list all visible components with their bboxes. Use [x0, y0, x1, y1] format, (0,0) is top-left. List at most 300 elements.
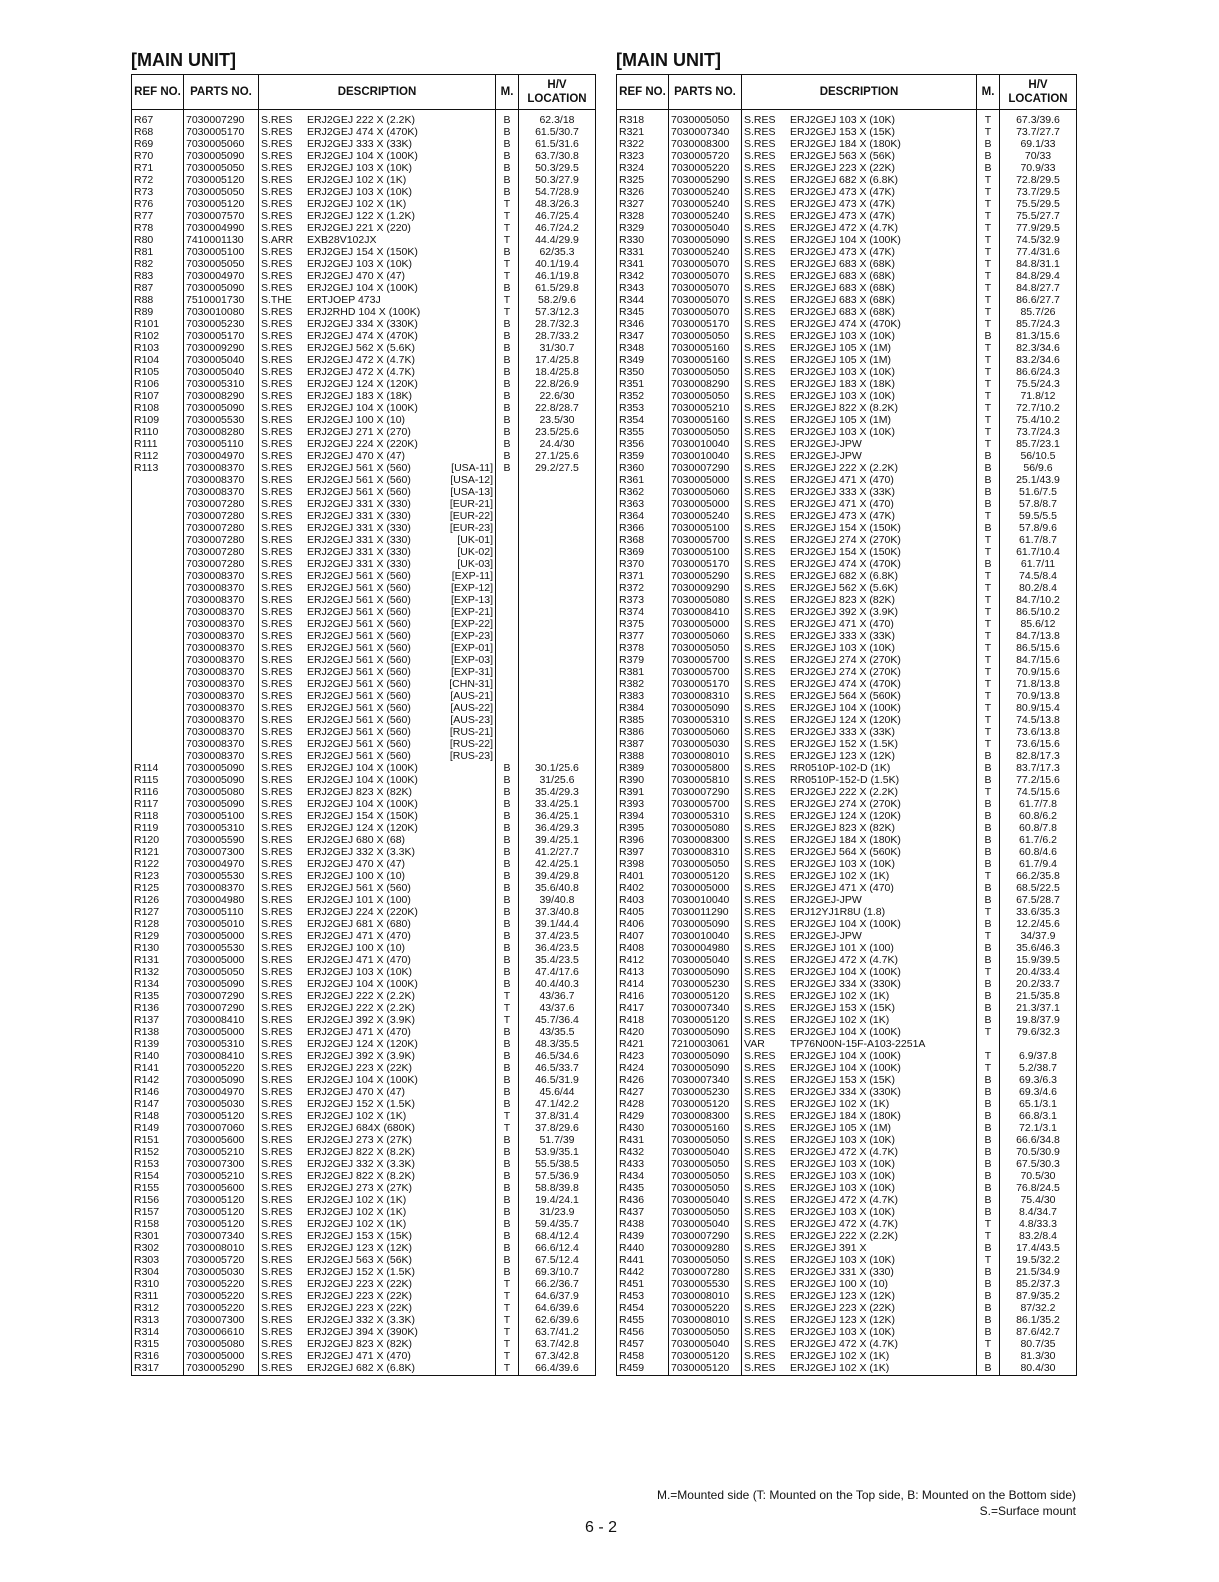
part-description: ERJ2GEJ 104 X (100K) [790, 966, 901, 978]
ref-no: R347 [617, 330, 669, 342]
part-kind: S.RES [744, 558, 776, 570]
ref-no: R429 [617, 1110, 669, 1122]
table-row [617, 306, 1077, 318]
mounted-side [496, 474, 519, 486]
description [742, 246, 977, 258]
part-kind: S.RES [744, 414, 776, 426]
left-table-body [132, 110, 596, 1376]
region-code: [EXP-31] [450, 666, 493, 678]
mounted-side [496, 714, 519, 726]
parts-no: 7030005090 [669, 234, 742, 246]
mounted-side: T [977, 366, 1000, 378]
part-kind: VAR [744, 1038, 765, 1050]
parts-no: 7030008370 [184, 582, 259, 594]
hv-location: 66.2/36.7 [519, 1278, 596, 1290]
part-description: ERJ2GEJ 153 X (15K) [307, 1230, 413, 1242]
table-row [132, 990, 596, 1002]
ref-no: R366 [617, 522, 669, 534]
mounted-side: B [977, 882, 1000, 894]
description [742, 726, 977, 738]
hv-location: 87.9/35.2 [1000, 1290, 1077, 1302]
table-row [132, 630, 596, 642]
part-kind: S.RES [744, 402, 776, 414]
mounted-side: T [496, 210, 519, 222]
table-row [617, 1302, 1077, 1314]
header-ref-no: REF NO. [617, 75, 669, 110]
description [259, 522, 496, 534]
mounted-side [496, 738, 519, 750]
mounted-side: B [977, 1326, 1000, 1338]
parts-no: 7030005700 [669, 798, 742, 810]
parts-no: 7030005120 [669, 1014, 742, 1026]
description [742, 1242, 977, 1254]
parts-no: 7030005090 [184, 282, 259, 294]
ref-no: R391 [617, 786, 669, 798]
part-description: ERJ2GEJ 102 X (1K) [307, 198, 407, 210]
hv-location [519, 630, 596, 642]
region-code: [EXP-12] [450, 582, 493, 594]
ref-no [132, 474, 184, 486]
part-description: ERJ2GEJ-JPW [790, 894, 862, 906]
part-kind: S.RES [744, 882, 776, 894]
mounted-side: B [496, 1206, 519, 1218]
table-row [617, 882, 1077, 894]
part-kind: S.RES [261, 738, 293, 750]
part-kind: S.RES [744, 1242, 776, 1254]
table-row [617, 162, 1077, 174]
ref-no: R121 [132, 846, 184, 858]
ref-no: R394 [617, 810, 669, 822]
hv-location [519, 558, 596, 570]
mounted-side: T [977, 546, 1000, 558]
table-row [617, 894, 1077, 906]
part-description: ERJ2GEJ 103 X (10K) [790, 642, 896, 654]
table-row [617, 294, 1077, 306]
ref-no: R371 [617, 570, 669, 582]
description [742, 474, 977, 486]
mounted-side [496, 702, 519, 714]
part-kind: S.RES [744, 534, 776, 546]
mounted-side: B [496, 822, 519, 834]
region-code: [EXP-22] [450, 618, 493, 630]
part-kind: S.RES [744, 150, 776, 162]
region-code: [USA-11] [451, 462, 493, 474]
part-kind: S.RES [744, 1050, 776, 1062]
description [742, 522, 977, 534]
part-kind: S.RES [261, 834, 293, 846]
mounted-side: B [977, 1134, 1000, 1146]
mounted-side: B [496, 1242, 519, 1254]
part-kind: S.RES [261, 426, 293, 438]
hv-location: 61.7/6.2 [1000, 834, 1077, 846]
description [259, 582, 496, 594]
part-kind: S.RES [744, 666, 776, 678]
ref-no: R157 [132, 1206, 184, 1218]
parts-no: 7030007340 [669, 1074, 742, 1086]
table-row [132, 1266, 596, 1278]
table-row [132, 186, 596, 198]
table-row [617, 474, 1077, 486]
mounted-side: B [977, 150, 1000, 162]
hv-location: 36.4/23.5 [519, 942, 596, 954]
hv-location: 86.5/15.6 [1000, 642, 1077, 654]
part-description: ERJ2GEJ 222 X (2.2K) [307, 990, 415, 1002]
description [742, 222, 977, 234]
hv-location: 37.8/31.4 [519, 1110, 596, 1122]
ref-no: R88 [132, 294, 184, 306]
parts-no: 7030005160 [669, 1122, 742, 1134]
part-kind: S.RES [261, 822, 293, 834]
hv-location: 75.4/10.2 [1000, 414, 1077, 426]
description [742, 1314, 977, 1326]
mounted-side: B [496, 342, 519, 354]
parts-no: 7030005050 [184, 966, 259, 978]
mounted-side [496, 654, 519, 666]
part-description: ERJ2GEJ 682 X (6.8K) [790, 174, 898, 186]
table-row [617, 834, 1077, 846]
parts-no: 7030005600 [184, 1182, 259, 1194]
hv-location: 43/36.7 [519, 990, 596, 1002]
mounted-side: B [496, 774, 519, 786]
part-kind: S.RES [261, 246, 293, 258]
mounted-side: B [496, 978, 519, 990]
table-row [132, 1086, 596, 1098]
part-kind: S.RES [261, 1182, 293, 1194]
part-description: ERJ2GEJ 682 X (6.8K) [307, 1362, 415, 1374]
table-row [132, 1230, 596, 1242]
part-description: ERJ2GEJ 563 X (56K) [307, 1254, 413, 1266]
parts-no: 7030005240 [669, 198, 742, 210]
parts-no: 7030005030 [184, 1266, 259, 1278]
ref-no: R116 [132, 786, 184, 798]
parts-no: 7030005050 [184, 186, 259, 198]
table-row [617, 1362, 1077, 1376]
parts-no: 7030005160 [669, 414, 742, 426]
description [259, 774, 496, 786]
part-description: ERJ2GEJ 105 X (1M) [790, 414, 891, 426]
parts-no: 7030005120 [184, 1194, 259, 1206]
parts-no: 7030005050 [669, 390, 742, 402]
hv-location: 69.3/10.7 [519, 1266, 596, 1278]
table-row [617, 714, 1077, 726]
parts-no: 7030005000 [669, 618, 742, 630]
ref-no: R322 [617, 138, 669, 150]
part-description: ERJ2GEJ 471 X (470) [307, 1026, 411, 1038]
part-description: ERJ2GEJ 153 X (15K) [790, 126, 896, 138]
hv-location: 35.4/23.5 [519, 954, 596, 966]
table-row [132, 1122, 596, 1134]
description [742, 774, 977, 786]
parts-no: 7030005310 [669, 714, 742, 726]
table-row [617, 1326, 1077, 1338]
part-description: ERJ2GEJ 101 X (100) [790, 942, 894, 954]
part-description: ERJ2GEJ 472 X (4.7K) [790, 1218, 898, 1230]
hv-location: 61.7/8.7 [1000, 534, 1077, 546]
hv-location: 39/40.8 [519, 894, 596, 906]
ref-no: R330 [617, 234, 669, 246]
ref-no: R109 [132, 414, 184, 426]
mounted-side [496, 570, 519, 582]
hv-location: 67.3/42.8 [519, 1350, 596, 1362]
table-row [132, 666, 596, 678]
part-description: ERJ2GEJ 823 X (82K) [790, 822, 896, 834]
part-kind: S.RES [744, 1146, 776, 1158]
hv-location: 8.4/34.7 [1000, 1206, 1077, 1218]
ref-no: R355 [617, 426, 669, 438]
part-description: ERJ2GEJ 101 X (100) [307, 894, 411, 906]
parts-no: 7030005220 [184, 1278, 259, 1290]
hv-location: 47.4/17.6 [519, 966, 596, 978]
region-code: [EUR-21] [449, 498, 493, 510]
table-row [617, 1098, 1077, 1110]
table-row [617, 1062, 1077, 1074]
mounted-side: B [977, 462, 1000, 474]
parts-no: 7030007340 [184, 1230, 259, 1242]
mounted-side: B [977, 774, 1000, 786]
mounted-side: T [977, 726, 1000, 738]
part-description: ERJ2GEJ 471 X (470) [790, 882, 894, 894]
part-kind: S.RES [261, 990, 293, 1002]
hv-location: 67.5/28.7 [1000, 894, 1077, 906]
mounted-side: T [977, 1230, 1000, 1242]
part-kind: S.RES [744, 678, 776, 690]
part-description: ERJ2GEJ 474 X (470K) [790, 318, 901, 330]
description [259, 1074, 496, 1086]
description [742, 1074, 977, 1086]
table-row [617, 426, 1077, 438]
description [742, 1302, 977, 1314]
parts-no: 7030007280 [184, 522, 259, 534]
header-ref-no: REF NO. [132, 75, 184, 110]
ref-no [132, 750, 184, 762]
description [259, 1182, 496, 1194]
table-row [132, 558, 596, 570]
part-kind: S.ARR [261, 234, 294, 246]
part-description: ERJ2GEJ 470 X (47) [307, 1086, 406, 1098]
mounted-side: T [977, 1050, 1000, 1062]
ref-no: R352 [617, 390, 669, 402]
description [259, 498, 496, 510]
parts-no: 7030007280 [184, 510, 259, 522]
description [742, 258, 977, 270]
part-description: ERJ2GEJ 152 X (1.5K) [790, 738, 898, 750]
part-kind: S.RES [744, 342, 776, 354]
part-description: ERJ2GEJ 102 X (1K) [307, 174, 407, 186]
part-description: ERJ2GEJ 183 X (18K) [307, 390, 413, 402]
description [259, 750, 496, 762]
table-row [617, 210, 1077, 222]
parts-no: 7030005040 [184, 366, 259, 378]
hv-location: 64.6/39.6 [519, 1302, 596, 1314]
mounted-side: T [977, 786, 1000, 798]
parts-no: 7030005230 [669, 978, 742, 990]
part-description: ERJ2GEJ 103 X (10K) [790, 390, 896, 402]
part-description: ERTJOEP 473J [307, 294, 381, 306]
ref-no: R149 [132, 1122, 184, 1134]
table-row [617, 1170, 1077, 1182]
region-code: [UK-03] [457, 558, 493, 570]
ref-no: R382 [617, 678, 669, 690]
ref-no: R113 [132, 462, 184, 474]
parts-no: 7030008370 [184, 666, 259, 678]
parts-no: 7030005600 [184, 1134, 259, 1146]
parts-no: 7030008370 [184, 474, 259, 486]
part-description: ERJ2GEJ 473 X (47K) [790, 246, 896, 258]
parts-no: 7030005290 [669, 174, 742, 186]
part-description: ERJ2GEJ 823 X (82K) [307, 786, 413, 798]
mounted-side [496, 630, 519, 642]
table-row [617, 1182, 1077, 1194]
parts-no: 7030005010 [184, 918, 259, 930]
part-description: ERJ2GEJ 331 X (330) [307, 546, 411, 558]
hv-location: 61.7/11 [1000, 558, 1077, 570]
part-kind: S.RES [744, 1086, 776, 1098]
description [742, 570, 977, 582]
part-description: ERJ2GEJ 562 X (5.6K) [790, 582, 898, 594]
description [259, 906, 496, 918]
mounted-side: T [496, 198, 519, 210]
page-number: 6 - 2 [585, 1519, 618, 1536]
part-description: ERJ2GEJ 470 X (47) [307, 858, 406, 870]
ref-no [132, 618, 184, 630]
hv-location: 79.6/32.3 [1000, 1026, 1077, 1038]
mounted-side: T [977, 618, 1000, 630]
part-kind: S.RES [261, 438, 293, 450]
part-kind: S.RES [744, 294, 776, 306]
table-row [132, 234, 596, 246]
table-row [132, 894, 596, 906]
ref-no: R112 [132, 450, 184, 462]
part-kind: S.RES [261, 786, 293, 798]
region-code: [RUS-23] [449, 750, 493, 762]
parts-no: 7030005700 [669, 534, 742, 546]
ref-no: R385 [617, 714, 669, 726]
table-row [617, 1110, 1077, 1122]
part-description: ERJ2GEJ 222 X (2.2K) [790, 786, 898, 798]
part-kind: S.RES [744, 162, 776, 174]
parts-no: 7030005050 [184, 258, 259, 270]
mounted-side: T [977, 630, 1000, 642]
description [742, 186, 977, 198]
ref-no: R424 [617, 1062, 669, 1074]
hv-location: 39.1/44.4 [519, 918, 596, 930]
hv-location: 73.7/24.3 [1000, 426, 1077, 438]
ref-no: R154 [132, 1170, 184, 1182]
table-row [132, 642, 596, 654]
mounted-side: B [496, 1254, 519, 1266]
mounted-side: T [496, 1278, 519, 1290]
parts-no: 7030005120 [184, 198, 259, 210]
part-kind: S.RES [744, 1158, 776, 1170]
part-kind: S.RES [261, 1002, 293, 1014]
ref-no: R417 [617, 1002, 669, 1014]
description [742, 1122, 977, 1134]
part-description: ERJ2GEJ 103 X (10K) [307, 162, 413, 174]
part-description: ERJ2GEJ 472 X (4.7K) [307, 366, 415, 378]
table-row [617, 690, 1077, 702]
table-row [132, 726, 596, 738]
table-row [617, 738, 1077, 750]
mounted-side: B [977, 522, 1000, 534]
part-kind: S.RES [261, 162, 293, 174]
hv-location: 56/10.5 [1000, 450, 1077, 462]
hv-location: 86.6/27.7 [1000, 294, 1077, 306]
description [742, 462, 977, 474]
hv-location: 19.5/32.2 [1000, 1254, 1077, 1266]
part-kind: S.RES [261, 846, 293, 858]
hv-location: 66.6/34.8 [1000, 1134, 1077, 1146]
parts-no: 7030008370 [184, 678, 259, 690]
part-kind: S.RES [744, 186, 776, 198]
parts-no: 7030005000 [184, 1026, 259, 1038]
mounted-side: B [977, 1314, 1000, 1326]
part-description: ERJ2GEJ 334 X (330K) [790, 978, 901, 990]
part-kind: S.RES [744, 366, 776, 378]
table-row [132, 918, 596, 930]
description [259, 954, 496, 966]
mounted-side: B [977, 894, 1000, 906]
table-row [617, 666, 1077, 678]
hv-location: 68.4/12.4 [519, 1230, 596, 1242]
part-description: ERJ2GEJ 100 X (10) [307, 942, 406, 954]
part-description: ERJ2GEJ 683 X (68K) [790, 258, 896, 270]
ref-no: R107 [132, 390, 184, 402]
description [742, 906, 977, 918]
part-kind: S.RES [261, 1290, 293, 1302]
part-description: ERJ2GEJ 104 X (100K) [790, 1062, 901, 1074]
part-kind: S.RES [744, 630, 776, 642]
part-kind: S.RES [261, 1350, 293, 1362]
part-description: ERJ2GEJ 154 X (150K) [790, 546, 901, 558]
mounted-side: B [977, 486, 1000, 498]
mounted-side: B [496, 1218, 519, 1230]
hv-location: 86.1/35.2 [1000, 1314, 1077, 1326]
part-kind: S.RES [261, 150, 293, 162]
part-description: ERJ2GEJ 474 X (470K) [790, 558, 901, 570]
part-kind: S.RES [744, 1278, 776, 1290]
table-row [617, 930, 1077, 942]
parts-no: 7030005120 [184, 1206, 259, 1218]
table-row [617, 870, 1077, 882]
table-row [132, 258, 596, 270]
description [259, 414, 496, 426]
description [742, 1050, 977, 1062]
hv-location: 61.5/30.7 [519, 126, 596, 138]
mounted-side: T [496, 1350, 519, 1362]
part-kind: S.RES [261, 1170, 293, 1182]
parts-no: 7030005030 [669, 738, 742, 750]
part-description: ERJ2GEJ 223 X (22K) [307, 1278, 413, 1290]
hv-location: 73.7/29.5 [1000, 186, 1077, 198]
mounted-side [496, 510, 519, 522]
region-code: [EXP-11] [451, 570, 493, 582]
part-description: ERJ2GEJ 470 X (47) [307, 450, 406, 462]
table-row [617, 558, 1077, 570]
description [259, 1050, 496, 1062]
part-kind: S.RES [261, 1086, 293, 1098]
hv-location: 61.7/7.8 [1000, 798, 1077, 810]
hv-location: 63.7/30.8 [519, 150, 596, 162]
region-code: [EXP-13] [450, 594, 493, 606]
hv-location: 21.5/34.9 [1000, 1266, 1077, 1278]
part-kind: S.RES [744, 822, 776, 834]
description [742, 1230, 977, 1242]
hv-location: 19.4/24.1 [519, 1194, 596, 1206]
part-kind: S.RES [744, 606, 776, 618]
ref-no: R156 [132, 1194, 184, 1206]
ref-no: R69 [132, 138, 184, 150]
table-row [132, 714, 596, 726]
